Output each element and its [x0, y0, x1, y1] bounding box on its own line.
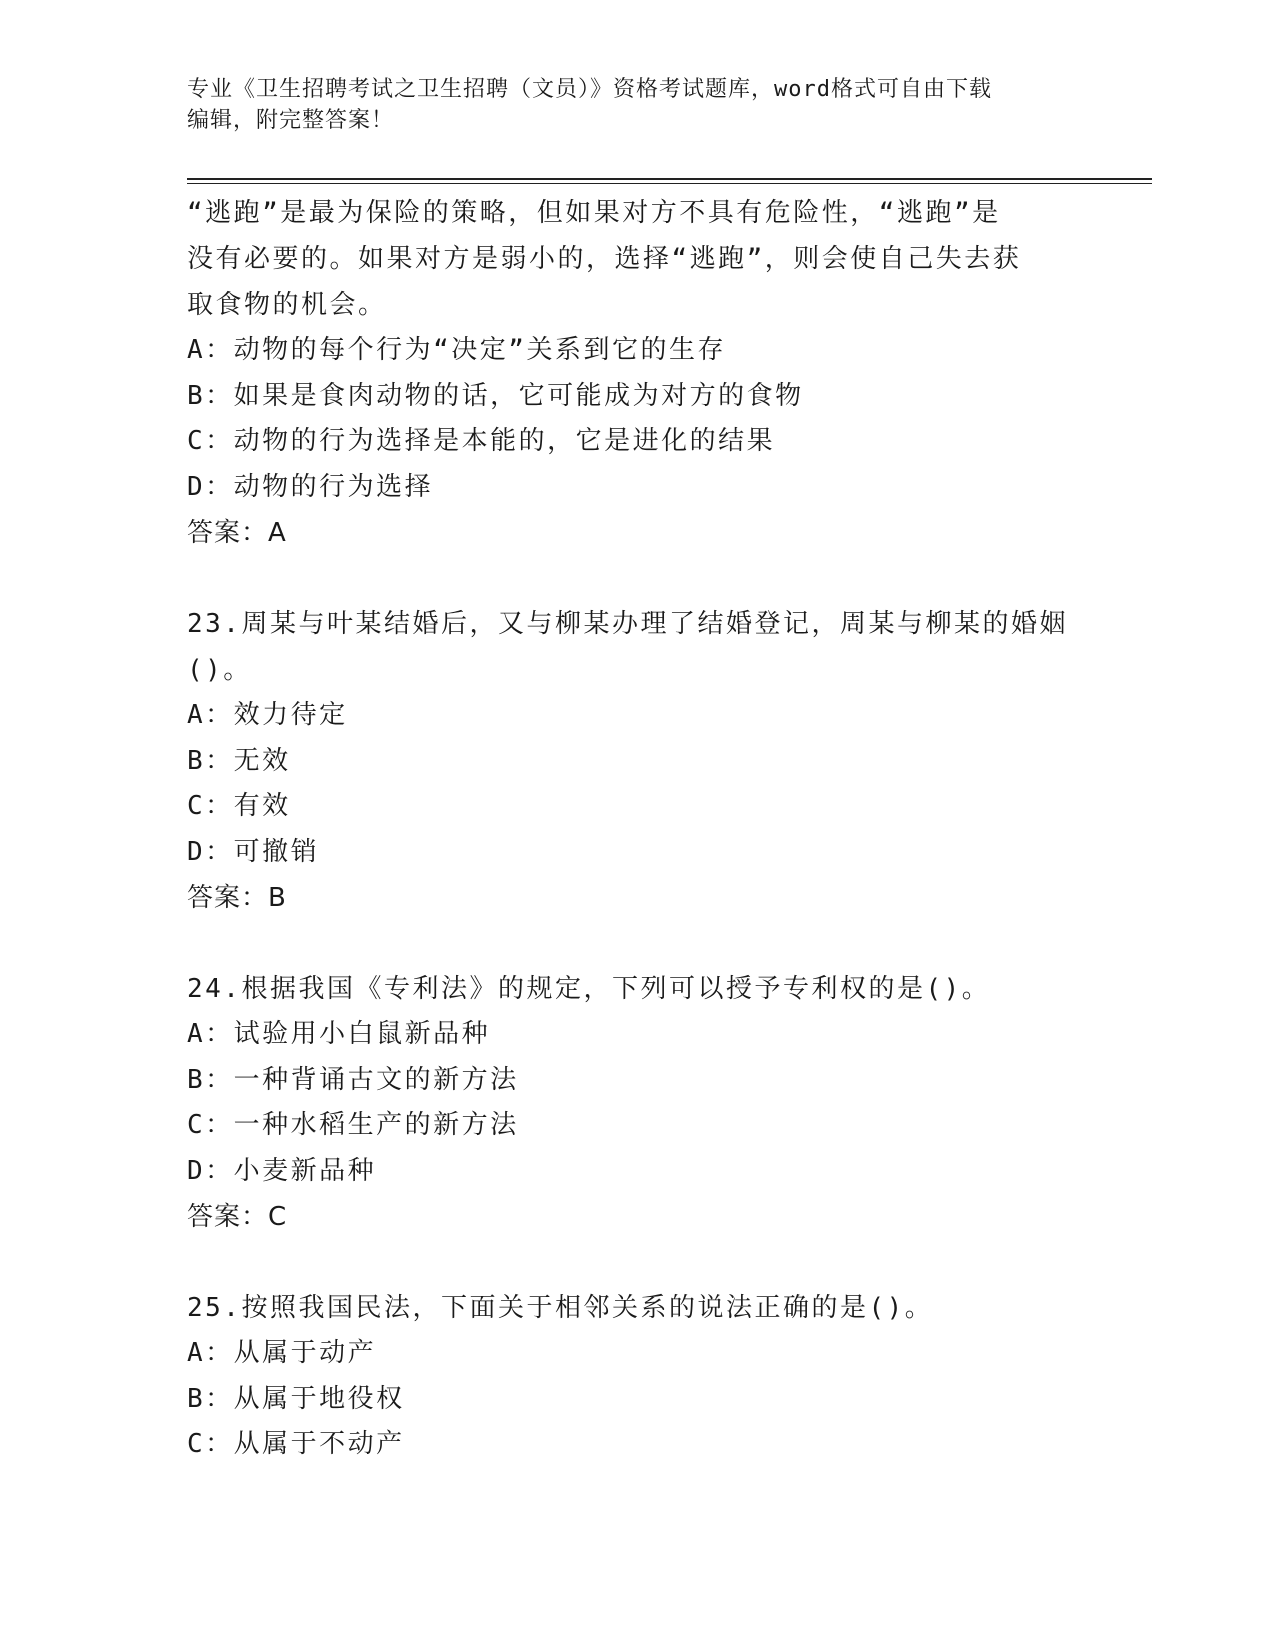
option-b: B：从属于地役权: [187, 1383, 405, 1414]
question-stem-line: 24.根据我国《专利法》的规定，下列可以授予专利权的是()。: [187, 974, 991, 1004]
option-a: A：动物的每个行为“决定”关系到它的生存: [187, 335, 726, 365]
document-header: [187, 74, 1087, 136]
question-stem-line: 23.周某与叶某结婚后，又与柳某办理了结婚登记，周某与柳某的婚姻: [187, 609, 1068, 639]
option-d: D：动物的行为选择: [187, 471, 434, 502]
question-stem-line: 25.按照我国民法，下面关于相邻关系的说法正确的是()。: [187, 1293, 934, 1323]
question-block-23: [187, 601, 1087, 921]
option-c: C：一种水稻生产的新方法: [187, 1110, 519, 1140]
header-divider-thick: [187, 178, 1152, 180]
question-block-24: [187, 966, 1087, 1240]
answer-line: 答案：B: [187, 883, 287, 913]
option-d: D：小麦新品种: [187, 1155, 377, 1186]
option-a: A：试验用小白鼠新品种: [187, 1019, 491, 1049]
option-b: B：无效: [187, 745, 291, 776]
option-c: C：动物的行为选择是本能的，它是进化的结果: [187, 426, 776, 456]
question-stem-line: “逃跑”是最为保险的策略，但如果对方不具有危险性，“逃跑”是: [187, 198, 1001, 228]
question-block-25: [187, 1285, 1087, 1468]
question-list: [187, 190, 1087, 1468]
header-divider-thin: [187, 183, 1152, 184]
option-a: A：从属于动产: [187, 1338, 377, 1368]
spacer: [187, 556, 1087, 601]
question-stem-line: ()。: [187, 655, 252, 685]
question-block-22: [187, 190, 1087, 556]
option-c: C：有效: [187, 791, 291, 821]
answer-line: 答案：C: [187, 1202, 288, 1232]
header-line-2: 编辑，附完整答案！: [187, 108, 395, 133]
question-stem-line: 取食物的机会。: [187, 290, 387, 320]
option-b: B：一种背诵古文的新方法: [187, 1064, 519, 1095]
option-b: B：如果是食肉动物的话，它可能成为对方的食物: [187, 380, 804, 411]
option-a: A：效力待定: [187, 700, 348, 730]
spacer: [187, 1240, 1087, 1285]
option-c: C：从属于不动产: [187, 1429, 405, 1459]
header-line-1: 专业《卫生招聘考试之卫生招聘（文员）》资格考试题库，word格式可自由下载: [187, 77, 992, 102]
question-stem-line: 没有必要的。如果对方是弱小的，选择“逃跑”，则会使自己失去获: [187, 244, 1022, 274]
answer-line: 答案：A: [187, 518, 287, 548]
option-d: D：可撤销: [187, 836, 320, 867]
spacer: [187, 921, 1087, 966]
